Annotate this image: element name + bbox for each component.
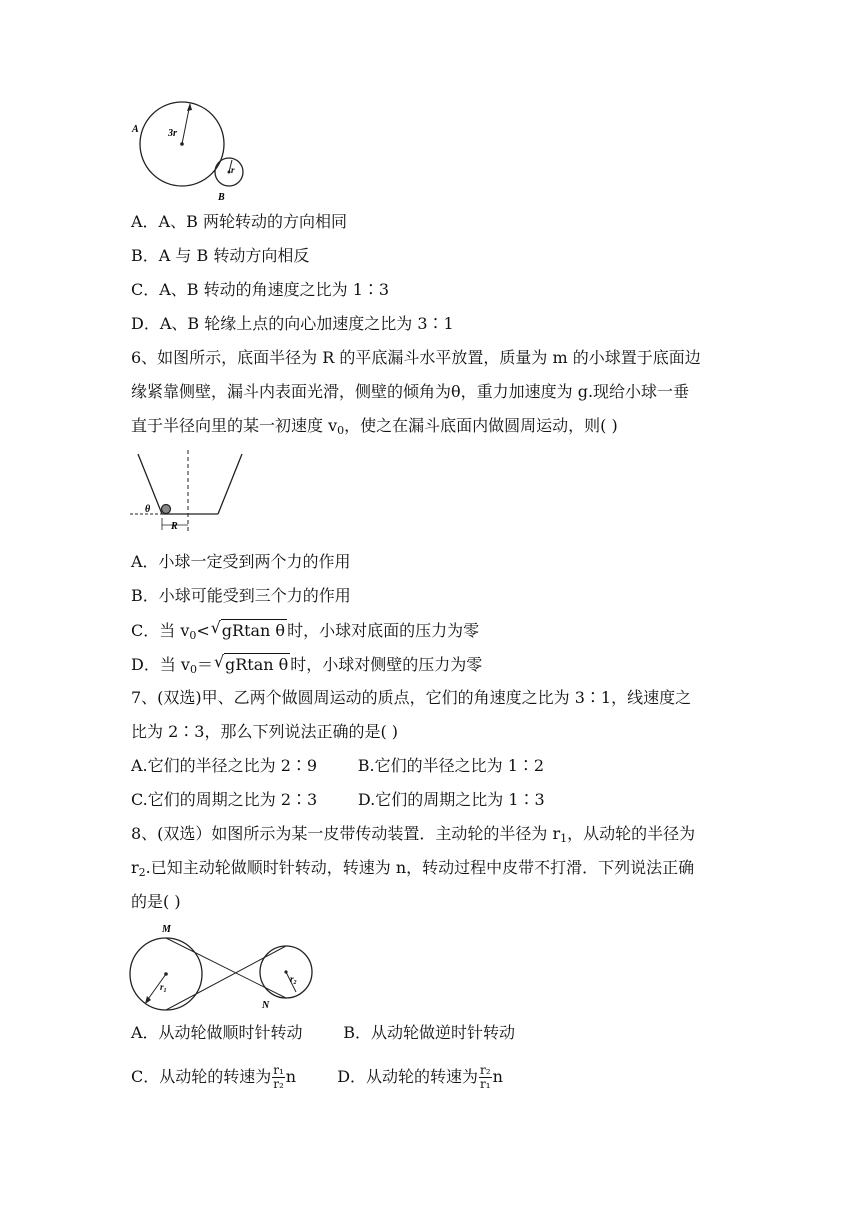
label-N: N — [262, 1000, 270, 1011]
q5-option-a: A．A、B 两轮转动的方向相同 — [131, 212, 347, 231]
q6-option-a: A．小球一定受到两个力的作用 — [131, 552, 351, 571]
q6-stem-line-3: 直于半径向里的某一初速度 $v_0$，使之在漏斗底面内做圆周运动，则( ) — [131, 416, 618, 437]
label-r2: $r_2$ — [290, 974, 297, 986]
wheels-figure — [128, 100, 258, 204]
label-R: R — [171, 521, 178, 532]
q7-stem-line-2: 比为 2∶3，那么下列说法正确的是( ) — [131, 722, 399, 741]
label-r: r — [231, 165, 235, 175]
label-r1: $r_1$ — [160, 982, 167, 994]
ball — [162, 505, 171, 514]
q6-option-c: C．当 $v_0<√$ gRtan θ 时，小球对底面的压力为零 — [131, 619, 479, 647]
q7-options-row-2: C.它们的周期之比为 2∶3 D.它们的周期之比为 1∶3 — [131, 790, 545, 809]
label-M: M — [162, 924, 171, 935]
q7-options-row-1: A.它们的半径之比为 2∶9 B.它们的半径之比为 1∶2 — [131, 756, 545, 775]
belt-upper — [166, 938, 286, 998]
q5-option-d: D．A、B 轮缘上点的向心加速度之比为 3∶1 — [131, 314, 454, 333]
q6-stem-line-1: 6、如图所示，底面半径为 R 的平底漏斗水平放置，质量为 m 的小球置于底面边 — [131, 348, 701, 367]
q7-stem-line-1: 7、(双选)甲、乙两个做圆周运动的质点，它们的角速度之比为 3∶1，线速度之 — [131, 688, 692, 707]
label-b: B — [218, 192, 225, 203]
q8-options-row-1: A．从动轮做顺时针转动 B．从动轮做逆时针转动 — [131, 1023, 516, 1042]
belt-drive-figure — [128, 922, 318, 1014]
funnel-figure — [128, 448, 248, 534]
label-a: A — [132, 124, 139, 135]
label-3r: 3r — [168, 128, 177, 139]
q8-stem-line-3: 的是( ) — [131, 892, 181, 911]
q6-option-b: B．小球可能受到三个力的作用 — [131, 586, 351, 605]
q8-option-d: D．从动轮的转速为 $\frac{\text{r₂}}{\text{r₁}}$ n — [337, 1063, 503, 1091]
q5-option-c: C．A、B 转动的角速度之比为 1∶3 — [131, 280, 390, 299]
q8-stem-line-1: 8、(双选）如图所示为某一皮带传动装置．主动轮的半径为 $r_1$，从动轮的半径为 — [131, 824, 696, 845]
q5-option-b: B．A 与 B 转动方向相反 — [131, 246, 310, 265]
q6-stem-line-2: 缘紧靠侧壁，漏斗内表面光滑，侧壁的倾角为θ，重力加速度为 g.现给小球一垂 — [131, 382, 690, 401]
q8-options-row-2 — [131, 1064, 503, 1091]
label-theta: θ — [145, 504, 151, 515]
q6-option-d: D．当 $v_0=√$ gRtan θ 时，小球对侧壁的压力为零 — [131, 653, 482, 681]
q8-option-c: C．从动轮的转速为 $\frac{\text{r₁}}{\text{r₂}}$ n — [131, 1063, 297, 1091]
q8-stem-line-2: $r_2$.已知主动轮做顺时针转动，转速为 n，转动过程中皮带不打滑．下列说法正确 — [131, 858, 695, 879]
